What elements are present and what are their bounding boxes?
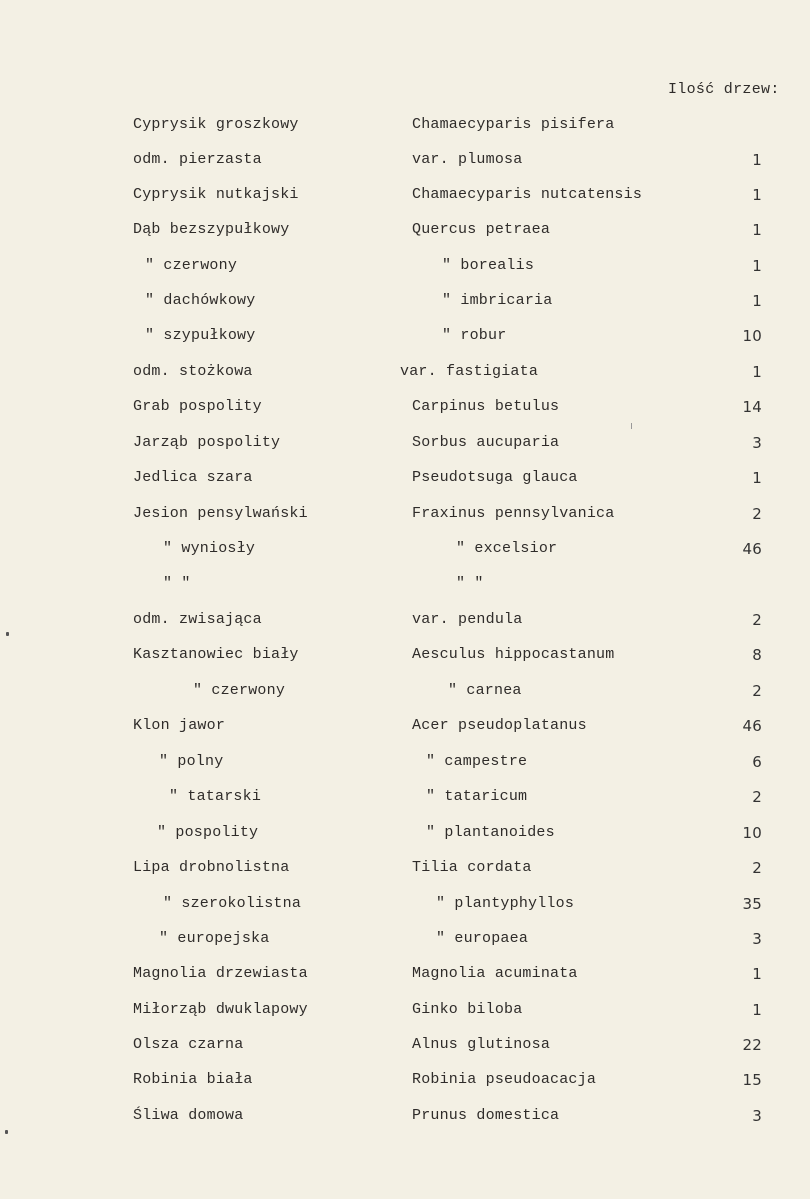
polish-name: odm. stożkowa xyxy=(133,363,253,380)
table-row xyxy=(0,151,810,173)
polish-name: Jarząb pospolity xyxy=(133,434,281,451)
tree-count: 2 xyxy=(752,682,762,700)
table-row xyxy=(0,646,810,668)
polish-name: " pospolity xyxy=(157,824,259,841)
polish-name: " czerwony xyxy=(145,257,238,274)
polish-name: Jedlica szara xyxy=(133,469,253,486)
table-row xyxy=(0,859,810,881)
latin-name: Magnolia acuminata xyxy=(412,965,578,982)
polish-name: Cyprysik nutkajski xyxy=(133,186,299,203)
count-column-header: Ilość drzew: xyxy=(668,81,780,98)
polish-name: Śliwa domowa xyxy=(133,1107,244,1124)
latin-name: Pseudotsuga glauca xyxy=(412,469,578,486)
latin-name: Robinia pseudoacacja xyxy=(412,1071,597,1088)
polish-name: " " xyxy=(163,575,191,592)
tree-count: 3 xyxy=(752,930,762,948)
polish-name: Magnolia drzewiasta xyxy=(133,965,308,982)
latin-name: Sorbus aucuparia xyxy=(412,434,560,451)
tree-count: 1 xyxy=(752,363,762,381)
table-row xyxy=(0,292,810,314)
latin-name: " excelsior xyxy=(456,540,558,557)
tree-count: 3 xyxy=(752,434,762,452)
latin-name: Prunus domestica xyxy=(412,1107,560,1124)
latin-name: var. plumosa xyxy=(412,151,523,168)
tree-count: 10 xyxy=(742,327,762,345)
latin-name: " campestre xyxy=(426,753,528,770)
table-row xyxy=(0,611,810,633)
polish-name: " tatarski xyxy=(169,788,262,805)
polish-name: Jesion pensylwański xyxy=(133,505,308,522)
polish-name: Robinia biała xyxy=(133,1071,253,1088)
tree-count: 2 xyxy=(752,788,762,806)
tree-count: 2 xyxy=(752,611,762,629)
tree-count: 15 xyxy=(742,1071,762,1089)
polish-name: " wyniosły xyxy=(163,540,256,557)
table-row xyxy=(0,398,810,420)
latin-name: " robur xyxy=(442,327,507,344)
latin-name: var. fastigiata xyxy=(400,363,539,380)
ink-mark xyxy=(6,632,9,636)
latin-name: " plantanoides xyxy=(426,824,555,841)
tree-count: 1 xyxy=(752,292,762,310)
latin-name: Ginko biloba xyxy=(412,1001,523,1018)
tree-count: 1 xyxy=(752,1001,762,1019)
tree-count: 10 xyxy=(742,824,762,842)
table-row xyxy=(0,540,810,562)
table-row xyxy=(0,682,810,704)
latin-name: var. pendula xyxy=(412,611,523,628)
table-row xyxy=(0,753,810,775)
table-row xyxy=(0,717,810,739)
latin-name: Quercus petraea xyxy=(412,221,551,238)
latin-name: " carnea xyxy=(448,682,522,699)
polish-name: Cyprysik groszkowy xyxy=(133,116,299,133)
table-row xyxy=(0,221,810,243)
tree-count: 1 xyxy=(752,469,762,487)
latin-name: Tilia cordata xyxy=(412,859,532,876)
table-row xyxy=(0,895,810,917)
polish-name: " polny xyxy=(159,753,224,770)
latin-name: " tataricum xyxy=(426,788,528,805)
tree-count: 46 xyxy=(742,717,762,735)
polish-name: Dąb bezszypułkowy xyxy=(133,221,290,238)
tree-count: 35 xyxy=(742,895,762,913)
table-row xyxy=(0,505,810,527)
latin-name: " borealis xyxy=(442,257,535,274)
table-row xyxy=(0,116,810,138)
latin-name: Acer pseudoplatanus xyxy=(412,717,587,734)
latin-name: " " xyxy=(456,575,484,592)
table-row xyxy=(0,965,810,987)
table-row xyxy=(0,788,810,810)
polish-name: Lipa drobnolistna xyxy=(133,859,290,876)
table-row xyxy=(0,1107,810,1129)
table-row xyxy=(0,930,810,952)
table-row xyxy=(0,434,810,456)
latin-name: " europaea xyxy=(436,930,529,947)
latin-name: Chamaecyparis nutcatensis xyxy=(412,186,643,203)
latin-name: " imbricaria xyxy=(442,292,553,309)
tree-count: 6 xyxy=(752,753,762,771)
polish-name: odm. pierzasta xyxy=(133,151,262,168)
polish-name: " dachówkowy xyxy=(145,292,256,309)
tree-count: 1 xyxy=(752,257,762,275)
tree-count: 1 xyxy=(752,151,762,169)
latin-name: Chamaecyparis pisifera xyxy=(412,116,615,133)
latin-name: Carpinus betulus xyxy=(412,398,560,415)
latin-name: Alnus glutinosa xyxy=(412,1036,551,1053)
table-row xyxy=(0,363,810,385)
table-row xyxy=(0,824,810,846)
table-row xyxy=(0,186,810,208)
tree-count: 3 xyxy=(752,1107,762,1125)
polish-name: odm. zwisająca xyxy=(133,611,262,628)
table-row xyxy=(0,257,810,279)
polish-name: " szerokolistna xyxy=(163,895,302,912)
polish-name: Kasztanowiec biały xyxy=(133,646,299,663)
polish-name: " szypułkowy xyxy=(145,327,256,344)
table-row xyxy=(0,327,810,349)
latin-name: Aesculus hippocastanum xyxy=(412,646,615,663)
latin-name: " plantyphyllos xyxy=(436,895,575,912)
table-row xyxy=(0,1001,810,1023)
polish-name: Klon jawor xyxy=(133,717,226,734)
table-row xyxy=(0,1071,810,1093)
polish-name: Grab pospolity xyxy=(133,398,262,415)
table-row xyxy=(0,469,810,491)
table-row xyxy=(0,1036,810,1058)
polish-name: " europejska xyxy=(159,930,270,947)
ink-mark xyxy=(631,423,632,429)
tree-count: 2 xyxy=(752,505,762,523)
tree-count: 1 xyxy=(752,186,762,204)
ink-mark xyxy=(5,1130,8,1134)
tree-count: 2 xyxy=(752,859,762,877)
polish-name: " czerwony xyxy=(193,682,286,699)
tree-count: 22 xyxy=(742,1036,762,1054)
tree-count: 46 xyxy=(742,540,762,558)
tree-count: 1 xyxy=(752,221,762,239)
latin-name: Fraxinus pennsylvanica xyxy=(412,505,615,522)
polish-name: Miłorząb dwuklapowy xyxy=(133,1001,308,1018)
table-row xyxy=(0,575,810,597)
tree-count: 1 xyxy=(752,965,762,983)
polish-name: Olsza czarna xyxy=(133,1036,244,1053)
tree-count: 14 xyxy=(742,398,762,416)
tree-count: 8 xyxy=(752,646,762,664)
